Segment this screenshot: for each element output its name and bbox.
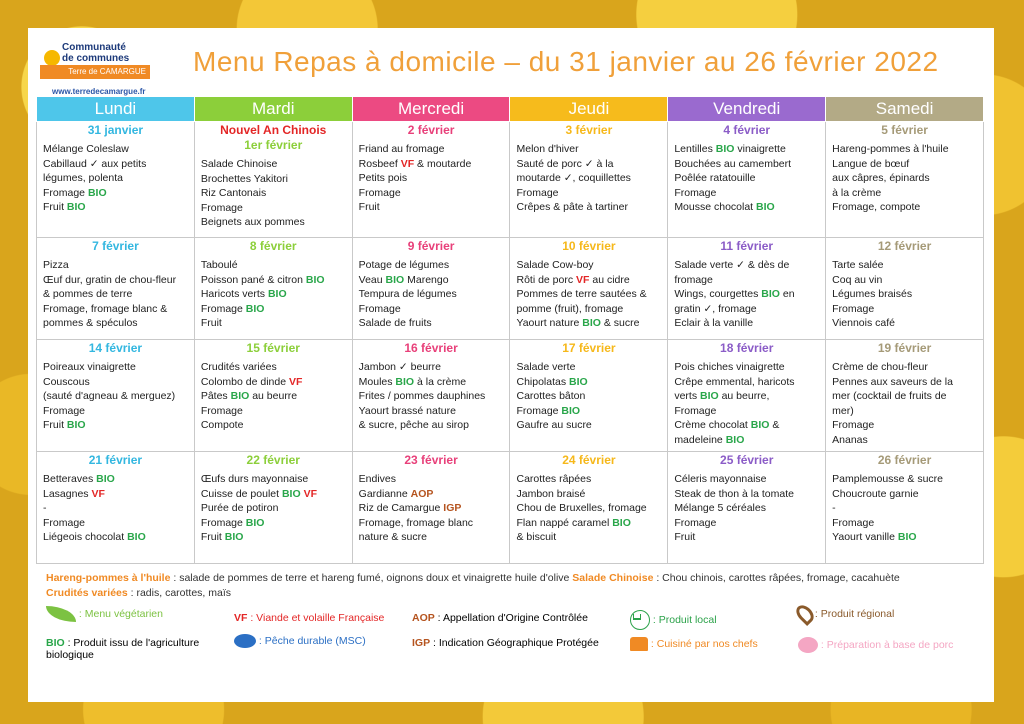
menu-item: pommes & spéculos [43, 317, 138, 330]
menu-item: Langue de bœuf [832, 157, 910, 170]
week-row [37, 340, 984, 452]
menu-date: 8 février [249, 239, 297, 253]
menu-item: Pommes de terre sautées & [516, 288, 647, 301]
menu-item: Yaourt brassé nature [358, 404, 456, 417]
menu-cell [826, 340, 984, 452]
menu-item: Fromage [832, 516, 875, 529]
menu-item: Beignets aux pommes [200, 216, 305, 229]
menu-items [832, 472, 977, 545]
menu-date: 19 février [877, 341, 932, 355]
menu-item: Ananas [832, 433, 868, 446]
legend-label: : Cuisiné par nos chefs [650, 637, 758, 650]
menu-date: 10 février [562, 239, 616, 253]
menu-item: Carottes bâton [516, 390, 586, 403]
menu-date: 11 février [720, 239, 774, 253]
legend-key: BIO [46, 637, 65, 649]
menu-item: Légumes braisés [832, 288, 913, 301]
legend-vf [234, 612, 384, 624]
menu-date: 24 février [562, 453, 616, 467]
menu-item: - [832, 502, 836, 515]
menu-item: Colombo de dinde VF [200, 375, 303, 388]
footnote-term: Salade Chinoise [572, 572, 654, 584]
menu-item: Pamplemousse & sucre [832, 473, 944, 485]
fish-icon [234, 634, 256, 648]
menu-item: Brochettes Yakitori [200, 172, 288, 185]
menu-item: Fromage [832, 419, 875, 432]
menu-date: 14 février [88, 341, 143, 355]
menu-item: Fromage [674, 404, 717, 417]
logo [38, 34, 158, 96]
menu-item: Pizza [43, 259, 69, 271]
menu-item: à la crème [832, 186, 882, 199]
menu-item: Fruit BIO [43, 419, 86, 432]
menu-item: Fromage [674, 516, 717, 529]
menu-item: Veau BIO Marengo [358, 273, 449, 286]
menu-date: 1er février [244, 138, 303, 152]
menu-items [201, 258, 346, 331]
menu-sheet [28, 28, 994, 702]
legend-key: AOP [412, 612, 435, 624]
legend-msc [234, 634, 366, 648]
legend-label: : Menu végétarien [78, 607, 163, 620]
menu-item: Fruit [674, 531, 696, 544]
footnote-line-1 [46, 572, 900, 584]
menu-item: Eclair à la vanille [674, 317, 754, 330]
legend-igp [412, 637, 599, 649]
menu-items [516, 258, 661, 331]
menu-item: Pois chiches vinaigrette [674, 361, 785, 373]
menu-item: mer) [832, 404, 854, 417]
menu-cell [352, 340, 510, 452]
menu-items [674, 360, 819, 448]
footnote-term: Hareng-pommes à l'huile [46, 572, 171, 584]
menu-item: Lasagnes VF [43, 487, 105, 500]
menu-cell [668, 238, 826, 340]
menu-cell [668, 122, 826, 238]
menu-item: nature & sucre [358, 531, 427, 544]
menu-item: Steak de thon à la tomate [674, 487, 794, 500]
chef-hat-icon [630, 637, 648, 651]
menu-item: & biscuit [516, 531, 557, 544]
menu-item: Fromage [832, 302, 875, 315]
menu-items [201, 360, 346, 433]
menu-item: mer (cocktail de fruits de [832, 390, 947, 403]
footnote-def: : salade de pommes de terre et hareng fumé, oignons doux et vinaigrette huile d'olive [170, 572, 573, 584]
menu-item: Yaourt nature BIO & sucre [516, 317, 640, 330]
menu-items [516, 142, 661, 215]
menu-cell [194, 340, 352, 452]
menu-item: Fromage, compote [832, 201, 921, 214]
menu-item: Crêpes & pâte à tartiner [516, 201, 628, 214]
legend-regional [798, 604, 894, 624]
menu-items [832, 360, 977, 448]
menu-items [674, 258, 819, 331]
menu-date: 25 février [720, 453, 774, 467]
menu-item: Poireaux vinaigrette [43, 361, 136, 373]
menu-item: Poisson pané & citron BIO [200, 273, 325, 286]
menu-item: Poêlée ratatouille [674, 172, 756, 185]
menu-item: & pommes de terre [43, 288, 133, 301]
menu-items [43, 360, 188, 433]
menu-item: Chipolatas BIO [516, 375, 588, 388]
menu-cell [37, 452, 195, 564]
special-note: Nouvel An Chinois [220, 123, 327, 137]
legend-label: : Pêche durable (MSC) [258, 634, 366, 647]
menu-item: Pâtes BIO au beurre [200, 390, 298, 403]
menu-cell [510, 238, 668, 340]
menu-cell [826, 238, 984, 340]
menu-table [36, 96, 984, 564]
menu-item: Purée de potiron [200, 502, 279, 515]
menu-item: Coq au vin [832, 273, 883, 286]
menu-cell [37, 238, 195, 340]
menu-item: Fruit [200, 317, 222, 330]
footnote-def: : Chou chinois, carottes râpées, fromage, cacahuète [653, 572, 900, 584]
menu-item: Crème de chou-fleur [832, 361, 928, 373]
menu-cell [510, 452, 668, 564]
menu-date: 2 février [407, 123, 455, 137]
menu-items [832, 258, 977, 331]
menu-item: Potage de légumes [358, 259, 450, 271]
legend-veg [46, 606, 163, 622]
menu-item: Fromage [516, 186, 559, 199]
menu-item: Mélange 5 céréales [674, 502, 766, 515]
menu-item: (sauté d'agneau & merguez) [43, 390, 176, 403]
menu-item: Crêpe emmental, haricots [674, 375, 795, 388]
menu-item: verts BIO au beurre, [674, 390, 770, 403]
menu-item: Friand au fromage [358, 143, 445, 155]
menu-item: aux câpres, épinards [832, 172, 930, 185]
day-header-lundi: Lundi [37, 97, 195, 122]
logo-url[interactable]: www.terredecamargue.fr [52, 87, 146, 96]
menu-item: Endives [358, 473, 397, 485]
legend-key: IGP [412, 637, 431, 649]
menu-items [674, 472, 819, 545]
day-header-mardi: Mardi [194, 97, 352, 122]
menu-item: Fromage [200, 201, 243, 214]
menu-item: Rosbeef VF & moutarde [358, 157, 472, 170]
legend-local [630, 610, 717, 630]
legend-label: : Viande et volaille Française [247, 612, 385, 624]
menu-item: Crudités variées [200, 361, 277, 373]
menu-item: légumes, polenta [43, 172, 123, 185]
menu-cell [510, 340, 668, 452]
menu-item: Melon d'hiver [516, 143, 579, 155]
menu-item: gratin ✓, fromage [674, 302, 757, 315]
menu-item: Carottes râpées [516, 473, 592, 485]
menu-item: Jambon braisé [516, 487, 586, 500]
menu-item: Fromage [43, 516, 86, 529]
logo-line-2: de communes [62, 53, 130, 64]
menu-item: Haricots verts BIO [200, 288, 287, 301]
menu-cell [352, 452, 510, 564]
legend-label: : Produit local [652, 613, 717, 626]
menu-item: Céleris mayonnaise [674, 473, 767, 485]
menu-item: Viennois café [832, 317, 895, 330]
menu-date: 9 février [407, 239, 455, 253]
footnote-line-2 [46, 587, 231, 599]
menu-items [359, 360, 504, 433]
menu-items [43, 142, 188, 215]
basket-icon [630, 610, 650, 630]
menu-item: moutarde ✓, coquillettes [516, 172, 631, 185]
menu-items [674, 142, 819, 215]
menu-item: Fromage, fromage blanc [358, 516, 474, 529]
pig-icon [798, 637, 818, 653]
menu-item: Fruit BIO [43, 201, 86, 214]
legend-chefs [630, 637, 758, 651]
menu-items [43, 472, 188, 545]
menu-item: Salade de fruits [358, 317, 432, 330]
menu-cell [194, 238, 352, 340]
menu-item: Pennes aux saveurs de la [832, 375, 953, 388]
day-header-mercredi: Mercredi [352, 97, 510, 122]
menu-item: Chou de Bruxelles, fromage [516, 502, 647, 515]
menu-item: Flan nappé caramel BIO [516, 516, 631, 529]
legend-label: : Préparation à base de porc [820, 638, 954, 651]
legend-label: : Produit issu de l'agriculture biologique [46, 637, 200, 661]
menu-cell [668, 452, 826, 564]
menu-item: Riz de Camargue IGP [358, 502, 462, 515]
menu-item: Fromage [358, 302, 401, 315]
menu-item: Moules BIO à la crème [358, 375, 467, 388]
menu-item: & sucre, pêche au sirop [358, 419, 469, 432]
day-header-vendredi: Vendredi [668, 97, 826, 122]
menu-item: Tempura de légumes [358, 288, 457, 301]
menu-items [516, 472, 661, 545]
menu-item: Yaourt vanille BIO [832, 531, 917, 544]
menu-item: Salade Chinoise [200, 158, 278, 170]
menu-item: Fromage [674, 186, 717, 199]
menu-item: Rôti de porc VF au cidre [516, 273, 630, 286]
menu-cell [352, 122, 510, 238]
menu-item: Œuf dur, gratin de chou-fleur [43, 273, 177, 286]
menu-item: Betteraves BIO [43, 473, 115, 485]
menu-item: Petits pois [358, 172, 408, 185]
menu-item: Fromage BIO [516, 404, 581, 417]
menu-items [43, 258, 188, 331]
menu-item: - [43, 502, 47, 515]
menu-items [832, 142, 977, 215]
menu-cell [668, 340, 826, 452]
legend-bio [46, 637, 216, 661]
footnote-term: Crudités variées [46, 587, 128, 599]
menu-cell [37, 340, 195, 452]
menu-item: Couscous [43, 375, 90, 388]
menu-item: Lentilles BIO vinaigrette [674, 143, 786, 155]
legend-pork [798, 637, 953, 653]
menu-item: Gardianne AOP [358, 487, 434, 500]
menu-item: Tarte salée [832, 259, 884, 271]
legend-aop [412, 612, 588, 624]
menu-item: Fromage [43, 404, 86, 417]
menu-date: 16 février [404, 341, 458, 355]
week-row [37, 452, 984, 564]
menu-date: 31 janvier [87, 123, 144, 137]
map-pin-icon [793, 602, 817, 626]
menu-item: Gaufre au sucre [516, 419, 592, 432]
menu-item: Fruit BIO [200, 531, 244, 544]
menu-cell [510, 122, 668, 238]
leaf-icon [46, 606, 76, 622]
menu-items [201, 472, 346, 545]
legend-label: : Indication Géographique Protégée [430, 637, 599, 649]
menu-item: madeleine BIO [674, 433, 745, 446]
menu-item: Œufs durs mayonnaise [200, 473, 309, 485]
legend-label: : Appellation d'Origine Contrôlée [434, 612, 588, 624]
sun-icon [44, 50, 60, 66]
menu-item: Frites / pommes dauphines [358, 390, 486, 403]
menu-cell [352, 238, 510, 340]
menu-date: 3 février [565, 123, 613, 137]
legend-key: VF [234, 612, 248, 624]
menu-date: 22 février [246, 453, 300, 467]
menu-item: fromage [674, 273, 713, 286]
menu-item: Fromage BIO [200, 302, 265, 315]
menu-item: Bouchées au camembert [674, 157, 792, 170]
menu-item: Fruit [358, 201, 380, 214]
menu-items [201, 157, 346, 230]
menu-date: 15 février [246, 341, 300, 355]
menu-cell [194, 452, 352, 564]
menu-date: 7 février [92, 239, 139, 253]
menu-date: 21 février [88, 453, 143, 467]
menu-item: Choucroute garnie [832, 487, 919, 500]
menu-date: 23 février [404, 453, 458, 467]
menu-date: 17 février [562, 341, 616, 355]
logo-line-1: Communauté [62, 42, 126, 53]
menu-date: 4 février [723, 123, 771, 137]
week-row [37, 122, 984, 238]
menu-date: 12 février [877, 239, 932, 253]
menu-item: pomme (fruit), fromage [516, 302, 624, 315]
menu-item: Cabillaud ✓ aux petits [43, 157, 147, 170]
menu-items [516, 360, 661, 433]
menu-item: Liégeois chocolat BIO [43, 531, 146, 544]
menu-item: Cuisse de poulet BIO VF [200, 487, 317, 500]
menu-item: Hareng-pommes à l'huile [832, 143, 949, 155]
menu-item: Mélange Coleslaw [43, 143, 129, 155]
menu-item: Riz Cantonais [200, 187, 267, 200]
menu-item: Sauté de porc ✓ à la [516, 157, 614, 170]
menu-item: Fromage [200, 404, 243, 417]
menu-item: Jambon ✓ beurre [358, 361, 441, 373]
menu-item: Fromage, fromage blanc & [43, 302, 168, 315]
menu-item: Mousse chocolat BIO [674, 201, 775, 214]
menu-item: Wings, courgettes BIO en [674, 288, 795, 301]
footnote-def: : radis, carottes, maïs [127, 587, 232, 599]
legend-label: : Produit régional [814, 607, 895, 620]
menu-item: Salade Cow-boy [516, 259, 594, 271]
menu-cell [826, 452, 984, 564]
page-title: Menu Repas à domicile – du 31 janvier au 26 février 2022 [193, 46, 939, 77]
logo-band: Terre de CAMARGUE [40, 65, 150, 79]
menu-item: Compote [200, 419, 244, 432]
menu-date: 5 février [881, 123, 928, 137]
menu-item: Crème chocolat BIO & [674, 419, 780, 432]
menu-date: 26 février [877, 453, 932, 467]
menu-items [359, 258, 504, 331]
menu-item: Fromage [358, 186, 401, 199]
menu-date: 18 février [720, 341, 774, 355]
menu-item: Fromage BIO [200, 516, 265, 529]
menu-item: Fromage BIO [43, 186, 107, 199]
day-header-samedi: Samedi [826, 97, 984, 122]
day-header-jeudi: Jeudi [510, 97, 668, 122]
menu-item: Salade verte [516, 361, 576, 373]
menu-items [359, 142, 504, 215]
menu-cell [194, 122, 352, 238]
menu-item: Taboulé [200, 259, 238, 271]
menu-cell [826, 122, 984, 238]
menu-item: Salade verte ✓ & dès de [674, 259, 790, 271]
week-row [37, 238, 984, 340]
menu-items [359, 472, 504, 545]
menu-cell [37, 122, 195, 238]
